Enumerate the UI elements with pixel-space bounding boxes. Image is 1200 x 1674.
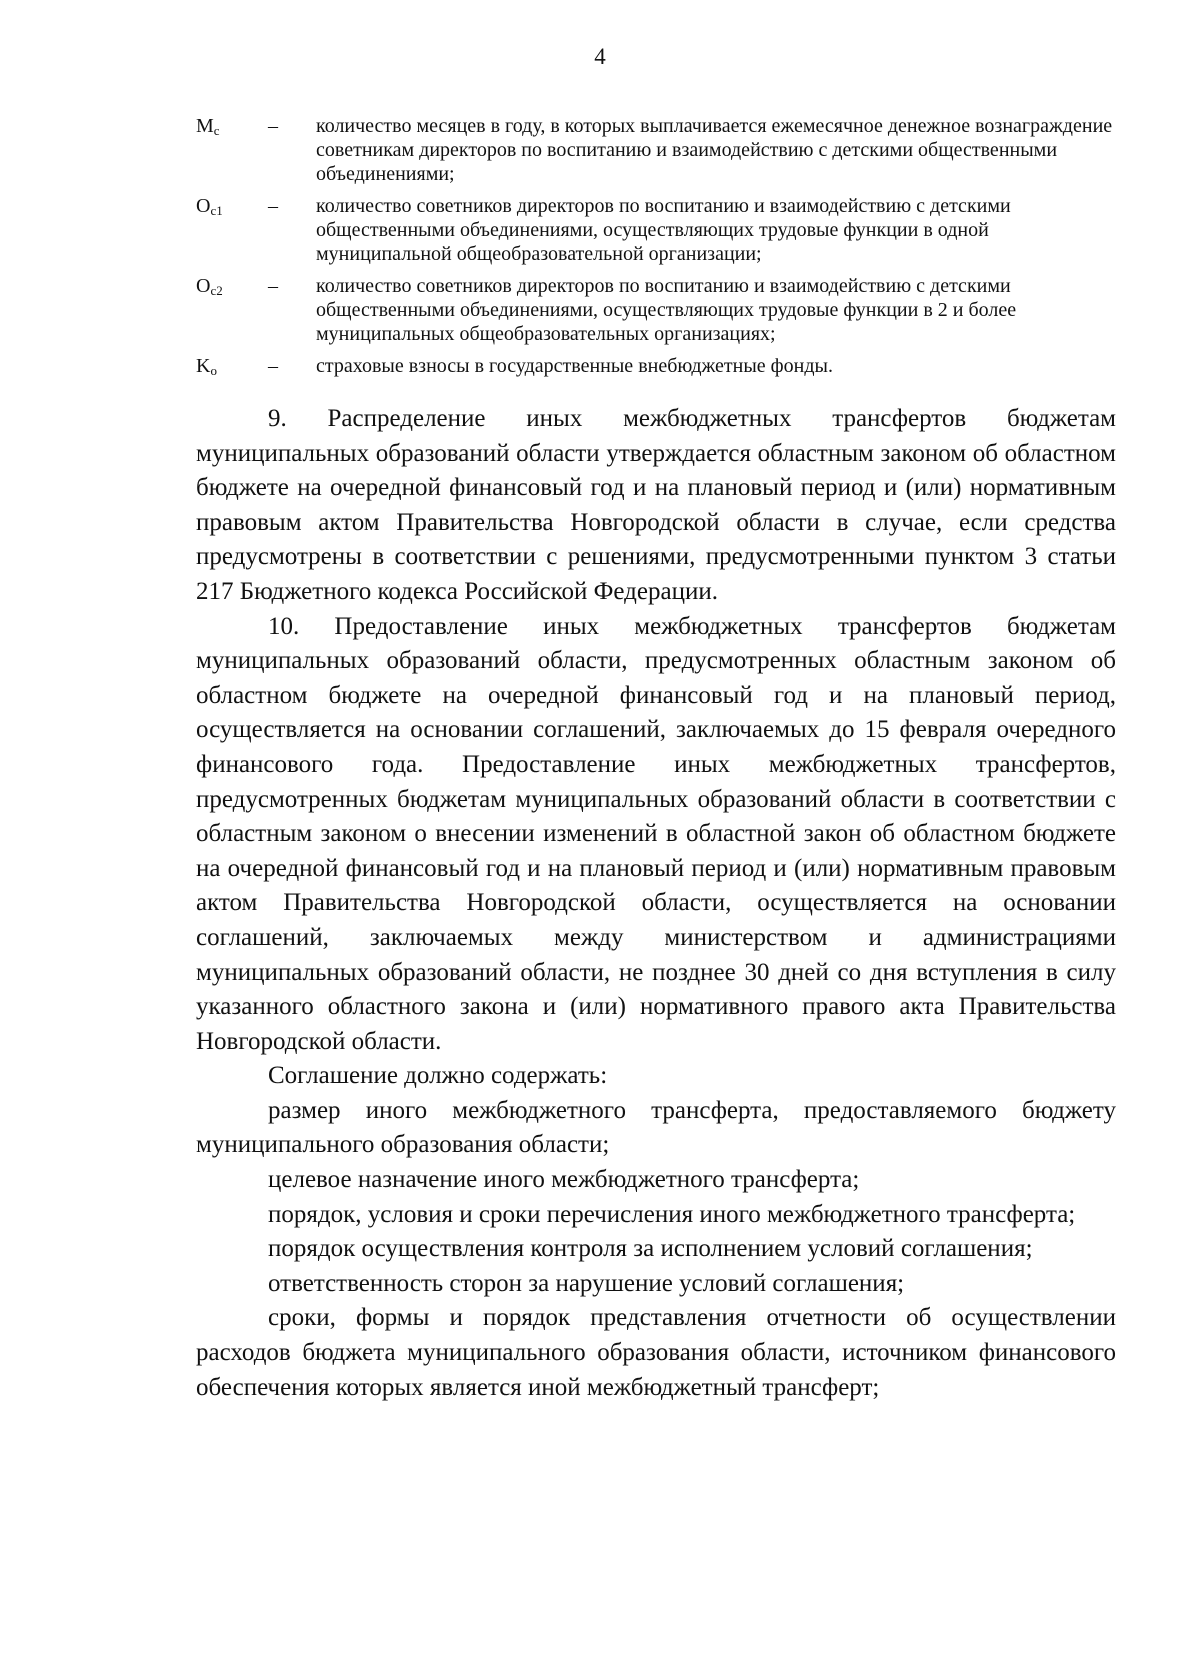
agreement-item: размер иного межбюджетного трансферта, предоставляемого бюджету муниципального образования области; bbox=[196, 1096, 1116, 1159]
definition-dash: – bbox=[268, 115, 278, 137]
definition-text: количество месяцев в году, в которых выплачивается ежемесячное денежное вознаграждение советникам директоров по воспитанию и взаимодействию с детскими общественными объединениями; bbox=[316, 115, 1113, 185]
definitions-list bbox=[196, 114, 1116, 386]
definition-text: количество советников директоров по воспитанию и взаимодействию с детскими общественными объединениями, осуществляющих трудовые функции в 2 и более муниципальных общеобразовательных организациях; bbox=[316, 275, 1017, 345]
definition-row bbox=[196, 274, 1116, 346]
agreement-item: порядок, условия и сроки перечисления иного межбюджетного трансферта; bbox=[268, 1200, 1076, 1228]
definition-row bbox=[196, 194, 1116, 266]
definition-symbol: $M_c$ bbox=[196, 115, 220, 138]
agreement-item: ответственность сторон за нарушение условий соглашения; bbox=[268, 1269, 905, 1297]
page-number: 4 bbox=[594, 44, 606, 69]
definition-symbol: $K_o$ bbox=[196, 355, 217, 378]
definition-dash: – bbox=[268, 355, 278, 377]
agreement-item: порядок осуществления контроля за исполнением условий соглашения; bbox=[268, 1235, 1033, 1263]
definition-dash: – bbox=[268, 195, 278, 217]
definition-row bbox=[196, 114, 1116, 186]
definition-dash: – bbox=[268, 275, 278, 297]
document-body bbox=[196, 402, 1116, 1405]
paragraph-10: 10. Предоставление иных межбюджетных трансфертов бюджетам муниципальных образований области, предусмотренных областным законом об областном бюджете на очередной финансовый год и на плановый период, осуществляется на основании соглашений, заключаемых до 15 февраля очередного финансового года. Предоставление иных межбюджетных трансфертов, предусмотренных бюджетам муниципальных образований области в соответствии с областным законом о внесении изменений в областной закон об областном бюджете на очередной финансовый год и на плановый период и (или) нормативным правовым актом Правительства Новгородской области, осуществляется на основании соглашений, заключаемых между министерством и администрациями муниципальных образований области, не позднее 30 дней со дня вступления в силу указанного областного закона и (или) нормативного правого акта Правительства Новгородской области. bbox=[196, 612, 1116, 1055]
definition-row bbox=[196, 354, 1116, 378]
agreement-item: сроки, формы и порядок представления отчетности об осуществлении расходов бюджета муниципального образования области, источником финансового обеспечения которых является иной межбюджетный трансферт; bbox=[196, 1304, 1116, 1401]
definition-symbol: $O_{c1}$ bbox=[196, 195, 223, 218]
definition-text: количество советников директоров по воспитанию и взаимодействию с детскими общественными объединениями, осуществляющих трудовые функции в одной муниципальной общеобразовательной организации; bbox=[316, 195, 1011, 265]
definition-symbol: $O_{c2}$ bbox=[196, 275, 223, 298]
agreement-intro: Соглашение должно содержать: bbox=[268, 1062, 608, 1090]
paragraph-9: 9. Распределение иных межбюджетных трансфертов бюджетам муниципальных образований области утверждается областным законом об областном бюджете на очередной финансовый год и на плановый период и (или) нормативным правовым актом Правительства Новгородской области в случае, если средства предусмотрены в соответствии с решениями, предусмотренными пунктом 3 статьи 217 Бюджетного кодекса Российской Федерации. bbox=[196, 405, 1116, 605]
agreement-item: целевое назначение иного межбюджетного трансферта; bbox=[268, 1166, 860, 1194]
definition-text: страховые взносы в государственные внебюджетные фонды. bbox=[316, 355, 833, 377]
